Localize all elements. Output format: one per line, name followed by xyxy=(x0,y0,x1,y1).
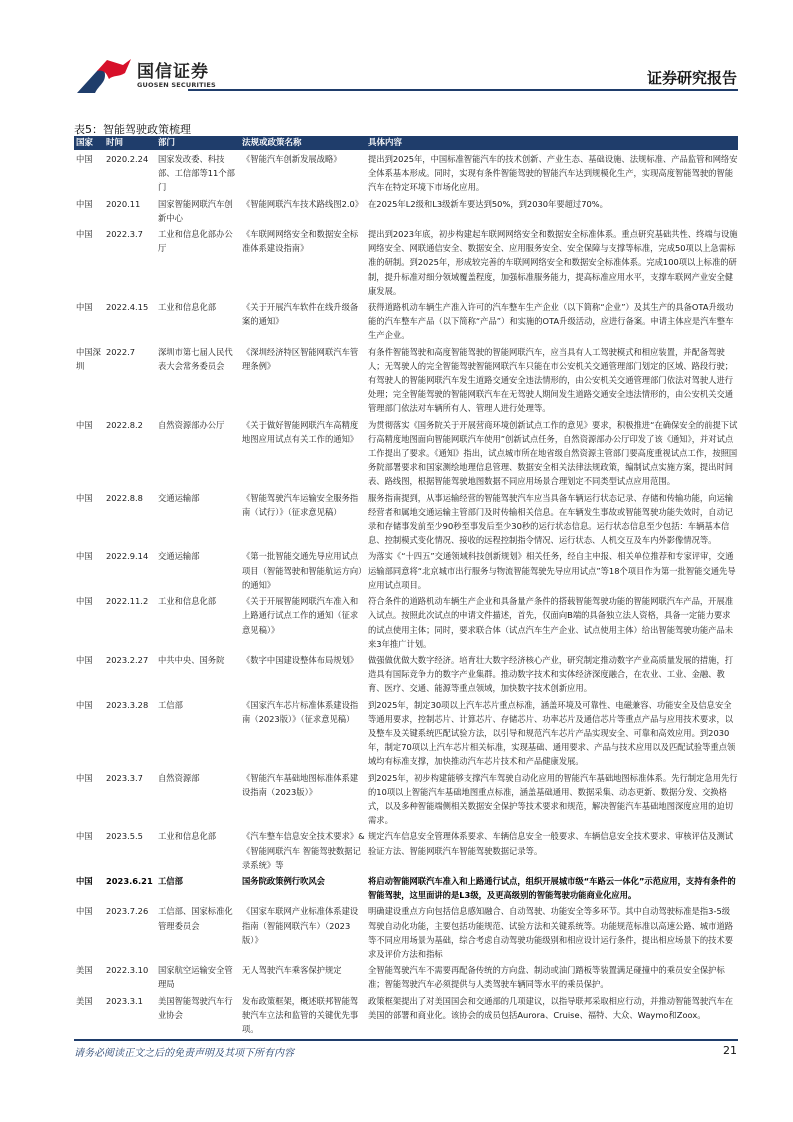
cell-country: 中国 xyxy=(76,492,93,503)
cell-date: 2023.6.21 xyxy=(106,875,153,886)
cell-content: 提出到2025年，中国标准智能汽车的技术创新、产业生态、基础设施、法规标准、产品监管和网络安全体系基本形成。同时，实现有条件智能驾驶的智能汽车达到规模化生产，实现高度智能驾驶的智能汽车在特定环境下市场化应用。 xyxy=(368,154,738,193)
table-row xyxy=(74,592,738,651)
table-row xyxy=(74,343,738,416)
cell-department: 自然资源部 xyxy=(158,772,200,783)
cell-country: 中国 xyxy=(76,198,93,209)
cell-policy-name: 《关于开展汽车软件在线升级备案的通知》 xyxy=(242,302,359,327)
cell-country: 中国 xyxy=(76,229,93,240)
cell-date: 2023.3.28 xyxy=(106,699,149,710)
cell-country: 中国 xyxy=(76,551,93,562)
cell-policy-name: 《第一批智能交通先导应用试点项目（智能驾驶和智能航运方向）的通知》 xyxy=(242,551,363,590)
cell-content: 规定汽车信息安全管理体系要求、车辆信息安全一般要求、车辆信息安全技术要求、审核评估及测试验证方法、智能网联汽车智能驾驶数据记录等。 xyxy=(368,831,734,856)
cell-date: 2023.3.1 xyxy=(106,995,143,1006)
cell-department: 国家发改委、科技部、工信部等11个部门 xyxy=(158,154,235,193)
cell-policy-name: 《智能汽车创新发展战略》 xyxy=(242,154,342,164)
cell-country: 中国 xyxy=(76,419,93,430)
cell-country: 中国 xyxy=(76,772,93,783)
cell-content: 为落实《“十四五”交通领域科技创新规划》相关任务，经自主申报、相关单位推荐和专家评审，交通运输部同意将“北京城市出行服务与物流智能驾驶先导应用试点”等18个项目作为第一批智能交通先导应用试点项目。 xyxy=(368,551,736,590)
cell-department: 深圳市第七届人民代表大会常务委员会 xyxy=(158,346,233,371)
cell-policy-name: 《智能汽车基础地图标准体系建设指南（2023版）》 xyxy=(242,772,359,797)
cell-date: 2023.2.27 xyxy=(106,654,149,665)
table-row xyxy=(74,769,738,828)
table-body xyxy=(74,150,738,1036)
cell-policy-name: 《国家汽车芯片标准体系建设指南（2023版）》（征求意见稿） xyxy=(242,699,359,724)
guosen-logo-icon xyxy=(75,55,133,95)
cell-policy-name: 《车联网网络安全和数据安全标准体系建设指南》 xyxy=(242,229,359,254)
cell-date: 2022.8.2 xyxy=(106,419,143,430)
policy-table xyxy=(74,136,738,1036)
cell-date: 2022.9.14 xyxy=(106,551,149,562)
cell-content: 到2025年，初步构建能够支撑汽车驾驶自动化应用的智能汽车基础地图标准体系。先行制定急用先行的10项以上智能汽车基础地图重点标准，涵盖基础通用、数据采集、动态更新、数据分发、交换格式，以及多种智能端侧相关数据安全保护等技术要求和规范，解决智能汽车基础地图深度应用的迫切需求。 xyxy=(368,772,738,826)
table-row xyxy=(74,902,738,961)
logo-chinese-name: 国信证券 xyxy=(137,62,209,82)
page-header xyxy=(0,0,793,110)
cell-content: 服务指南提到，从事运输经营的智能驾驶汽车应当具备车辆运行状态记录、存储和传输功能，向运输经营者和属地交通运输主管部门及时传输相关信息。在车辆发生事故或智能驾驶功能失效时，自动记录和存储事发前至少90秒至事发后至少30秒的运行状态信息。运行状态信息至少包括：车辆基本信息、控制模式变化情况、接收的远程控制指令情况、运行状态、人机交互及车内外影像情况等。 xyxy=(368,492,734,546)
table-row xyxy=(74,489,738,548)
cell-policy-name: 国务院政策例行吹风会 xyxy=(242,875,325,886)
column-header-policy: 法规或政策名称 xyxy=(240,136,366,150)
table-row xyxy=(74,225,738,298)
footer-divider xyxy=(74,1039,738,1041)
cell-policy-name: 《数字中国建设整体布局规划》 xyxy=(242,654,359,665)
cell-content: 在2025年L2级和L3级新车要达到50%，到2030年要超过70%。 xyxy=(368,198,608,209)
table-row xyxy=(74,416,738,489)
report-type-title: 证券研究报告 xyxy=(646,69,737,87)
cell-content: 提出到2023年底，初步构建起车联网网络安全和数据安全标准体系。重点研究基础共性、终端与设施网络安全、网联通信安全、数据安全、应用服务安全、安全保障与支撑等标准，完成50项以上急需标准的研制。到2025年，形成较完善的车联网网络安全和数据安全标准体系。完成100项以上标准的研制，提升标准对细分领域覆盖程度，加强标准服务能力，提高标准应用水平，支撑车联网产业安全健康发展。 xyxy=(368,229,738,296)
cell-date: 2022.4.15 xyxy=(106,302,149,313)
cell-date: 2020.2.24 xyxy=(106,154,149,164)
cell-date: 2020.11 xyxy=(106,198,141,209)
cell-department: 交通运输部 xyxy=(158,492,200,503)
table-row xyxy=(74,696,738,769)
cell-content: 到2025年，制定30项以上汽车芯片重点标准，涵盖环境及可靠性、电磁兼容、功能安全及信息安全等通用要求，控制芯片、计算芯片、存储芯片、功率芯片及通信芯片等重点产品与应用技术要求，以及整车及关键系统匹配试验方法，以引导和规范汽车芯片产品实现安全、可靠和高效应用。到2030年，制定70项以上汽车芯片相关标准，实现基础、通用要求、产品与技术应用以及匹配试验等重点领域均有标准支撑，加快推动汽车芯片技术和产品健康发展。 xyxy=(368,699,736,767)
cell-country: 美国 xyxy=(76,965,93,976)
table-row xyxy=(74,992,738,1037)
cell-content: 做强做优做大数字经济。培育壮大数字经济核心产业，研究制定推动数字产业高质量发展的措施，打造具有国际竞争力的数字产业集群。推动数字技术和实体经济深度融合，在农业、工业、金融、教育、医疗、交通、能源等重点领域，加快数字技术创新应用。 xyxy=(368,654,734,694)
table-header-row xyxy=(74,136,738,150)
cell-country: 美国 xyxy=(76,995,93,1006)
cell-department: 工业和信息化部 xyxy=(158,302,217,313)
cell-content: 全智能驾驶汽车不需要再配备传统的方向盘、制动或油门踏板等装置满足碰撞中的乘员安全保护标准；智能驾驶汽车必须提供与人类驾驶车辆同等水平的乘员保护。 xyxy=(368,965,725,990)
cell-country: 中国 xyxy=(76,875,93,886)
table-row xyxy=(74,298,738,343)
page-number: 21 xyxy=(723,1044,737,1057)
cell-date: 2022.7 xyxy=(106,346,136,357)
cell-department: 交通运输部 xyxy=(158,551,200,562)
cell-department: 工业和信息化部 xyxy=(158,831,217,842)
table-row xyxy=(74,150,738,195)
table-row xyxy=(74,651,738,696)
cell-department: 工业和信息化部 xyxy=(158,596,217,607)
cell-date: 2023.7.26 xyxy=(106,906,149,917)
cell-department: 工业和信息化部办公厅 xyxy=(158,229,233,254)
table-caption: 表5：智能驾驶政策梳理 xyxy=(74,123,191,136)
column-header-date: 时间 xyxy=(104,136,156,150)
cell-date: 2022.3.7 xyxy=(106,229,143,240)
cell-department: 国家智能网联汽车创新中心 xyxy=(158,198,233,223)
header-divider xyxy=(188,89,738,91)
cell-department: 工信部、国家标准化管理委员会 xyxy=(158,906,233,931)
cell-policy-name: 《汽车整车信息安全技术要求》&《智能网联汽车 智能驾驶数据记录系统》等 xyxy=(242,831,365,870)
cell-country: 中国 xyxy=(76,654,93,665)
cell-policy-name: 《国家车联网产业标准体系建设指南（智能网联汽车）（2023版）》 xyxy=(242,906,359,945)
disclaimer-note: 请务必阅读正文之后的免责声明及其项下所有内容 xyxy=(74,1048,294,1059)
cell-content: 符合条件的道路机动车辆生产企业和具备量产条件的搭载智能驾驶功能的智能网联汽车产品，开展准入试点。按照此次试点的申请文件描述，首先，仅面向B端的具备独立法人资格，具备一定能力要求的试点使用主体；同时，要求联合体（试点汽车生产企业、试点使用主体）给出智能驾驶功能产品未来3年推广计划。 xyxy=(368,596,734,649)
cell-content: 为贯彻落实《国务院关于开展营商环境创新试点工作的意见》要求，积极推进“在确保安全的前提下试行高精度地图面向智能网联汽车使用”创新试点任务，自然资源部办公厅印发了该《通知》，并对试点工作提出了要求。《通知》指出，试点城市所在地省级自然资源主管部门要高度重视试点工作，按照国务院部署要求和国家测绘地理信息管理、数据安全相关法律法规政策，编制试点实施方案，提出时间表、路线图，根据智能驾驶地图数据不同应用场景合理划定不同类型试点应用范围。 xyxy=(368,419,738,487)
cell-policy-name: 发布政策框架，概述联邦智能驾驶汽车立法和监管的关键优先事项。 xyxy=(242,995,359,1034)
cell-content: 获得道路机动车辆生产准入许可的汽车整车生产企业（以下简称“企业”）及其生产的具备OTA升级功能的汽车整车产品（以下简称“产品”）和实施的OTA升级活动，应进行备案。申请主体应是汽车整车生产企业。 xyxy=(368,302,734,341)
logo-english-name: GUOSEN SECURITIES xyxy=(137,81,216,89)
table-row xyxy=(74,827,738,872)
cell-country: 中国 xyxy=(76,699,93,710)
cell-policy-name: 《关于开展智能网联汽车准入和上路通行试点工作的通知（征求意见稿）》 xyxy=(242,596,359,635)
cell-content: 将启动智能网联汽车准入和上路通行试点，组织开展城市级“车路云一体化”示范应用，支持有条件的智能驾驶，这里面讲的是L3级，及更高级别的智能驾驶功能商业化应用。 xyxy=(368,875,736,901)
column-header-country: 国家 xyxy=(74,136,104,150)
cell-country: 中国 xyxy=(76,906,93,917)
cell-date: 2022.3.10 xyxy=(106,965,149,976)
cell-department: 自然资源部办公厅 xyxy=(158,419,225,430)
cell-department: 中共中央、国务院 xyxy=(158,654,225,665)
cell-department: 美国智能驾驶汽车行业协会 xyxy=(158,995,233,1020)
table-row xyxy=(74,961,738,991)
column-header-content: 具体内容 xyxy=(366,136,738,150)
cell-country: 中国深圳 xyxy=(76,346,101,371)
cell-date: 2023.5.5 xyxy=(106,831,143,842)
table-row xyxy=(74,872,738,902)
cell-department: 工信部 xyxy=(158,699,183,710)
cell-date: 2023.3.7 xyxy=(106,772,143,783)
table-row xyxy=(74,195,738,225)
cell-content: 有条件智能驾驶和高度智能驾驶的智能网联汽车，应当具有人工驾驶模式和相应装置，并配备驾驶人；无驾驶人的完全智能驾驶智能网联汽车只能在市公安机关交通管理部门划定的区域、路段行驶；有驾驶人的智能网联汽车发生道路交通安全违法情形的，由公安机关交通管理部门依法对驾驶人进行处理；完全智能驾驶的智能网联汽车在无驾驶人期间发生道路交通安全违法情形的，由公安机关交通管理部门依法对车辆所有人、管理人进行处理等。 xyxy=(368,346,734,414)
cell-content: 政策框架提出了对美国国会和交通部的几项建议，以指导联邦采取相应行动，并推动智能驾驶汽车在美国的部署和商业化。该协会的成员包括Aurora、Cruise、福特、大众、Waymo和Zoox。 xyxy=(368,995,734,1020)
cell-country: 中国 xyxy=(76,302,93,313)
cell-policy-name: 《智能驾驶汽车运输安全服务指南（试行）》（征求意见稿） xyxy=(242,492,359,517)
column-header-department: 部门 xyxy=(156,136,240,150)
cell-date: 2022.8.8 xyxy=(106,492,143,503)
cell-country: 中国 xyxy=(76,596,93,607)
cell-country: 中国 xyxy=(76,831,93,842)
cell-department: 国家航空运输安全管理局 xyxy=(158,965,233,990)
cell-department: 工信部 xyxy=(158,875,183,886)
table-row xyxy=(74,547,738,592)
cell-policy-name: 《智能网联汽车技术路线图2.0》 xyxy=(242,198,364,209)
cell-policy-name: 《关于做好智能网联汽车高精度地图应用试点有关工作的通知》 xyxy=(242,419,359,444)
cell-country: 中国 xyxy=(76,154,93,164)
cell-date: 2022.11.2 xyxy=(106,596,149,607)
cell-content: 明确建设重点方向包括信息感知融合、自动驾驶、功能安全等多环节。其中自动驾驶标准是指3-5级驾驶自动化功能，主要包括功能规范、试验方法和关键系统等。功能规范标准以高速公路、城市道路等不同应用场景为基础，综合考虑自动驾驶功能级别和相应设计运行条件，提出相应场景下的技术要求及评价方法和指标 xyxy=(368,906,734,959)
cell-policy-name: 《深圳经济特区智能网联汽车管理条例》 xyxy=(242,346,359,371)
cell-policy-name: 无人驾驶汽车乘客保护规定 xyxy=(242,965,342,976)
